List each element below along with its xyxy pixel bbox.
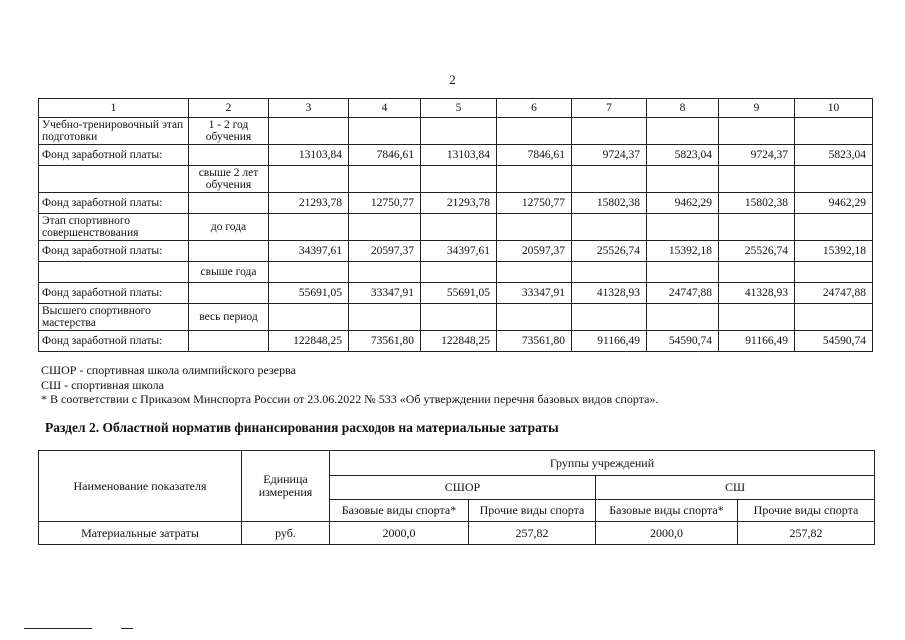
material-costs-table — [38, 450, 875, 545]
table-row — [39, 214, 873, 241]
cell-value: 12750,77 — [497, 193, 572, 214]
row-unit: руб. — [242, 522, 330, 545]
cell-value — [647, 214, 719, 241]
row-period: 1 - 2 год обучения — [189, 118, 269, 145]
cell-value — [647, 166, 719, 193]
column-header: 5 — [421, 99, 497, 118]
cell-value — [349, 262, 421, 283]
table-row — [39, 262, 873, 283]
cell-value: 34397,61 — [421, 241, 497, 262]
cell-value: 91166,49 — [572, 331, 647, 352]
cell-value: 5823,04 — [795, 145, 873, 166]
table-row — [39, 166, 873, 193]
cell-value: 24747,88 — [795, 283, 873, 304]
header-indicator: Наименование показателя — [39, 451, 242, 522]
table-row — [39, 193, 873, 214]
row-value: 2000,0 — [330, 522, 469, 545]
cell-value: 9724,37 — [719, 145, 795, 166]
cell-value — [719, 214, 795, 241]
cell-value — [795, 166, 873, 193]
cell-value — [795, 262, 873, 283]
cell-value — [497, 118, 572, 145]
row-period — [189, 241, 269, 262]
header-sshor-other: Прочие виды спорта — [469, 500, 596, 522]
cell-value — [349, 304, 421, 331]
cell-value — [421, 214, 497, 241]
cell-value: 15802,38 — [572, 193, 647, 214]
cell-value: 25526,74 — [719, 241, 795, 262]
cell-value: 13103,84 — [421, 145, 497, 166]
cell-value — [421, 262, 497, 283]
cell-value: 122848,25 — [421, 331, 497, 352]
cell-value — [497, 214, 572, 241]
row-period — [189, 283, 269, 304]
cell-value — [269, 118, 349, 145]
table-row — [39, 118, 873, 145]
cell-value: 9462,29 — [647, 193, 719, 214]
note-order: * В соответствии с Приказом Минспорта России от 23.06.2022 № 533 «Об утверждении перечня базовых видов спорта». — [41, 392, 659, 406]
cell-value: 20597,37 — [349, 241, 421, 262]
row-period — [189, 193, 269, 214]
cell-value — [719, 166, 795, 193]
row-period: до года — [189, 214, 269, 241]
row-period: весь период — [189, 304, 269, 331]
cell-value — [349, 166, 421, 193]
cell-value: 91166,49 — [719, 331, 795, 352]
row-label — [39, 166, 189, 193]
column-header: 4 — [349, 99, 421, 118]
row-label — [39, 262, 189, 283]
header-group-ssh: СШ — [596, 476, 875, 500]
row-value: 257,82 — [469, 522, 596, 545]
cell-value — [795, 304, 873, 331]
cell-value — [421, 166, 497, 193]
page-number: 2 — [449, 72, 456, 87]
column-header: 1 — [39, 99, 189, 118]
header-row — [39, 99, 873, 118]
cell-value: 41328,93 — [572, 283, 647, 304]
cell-value: 54590,74 — [647, 331, 719, 352]
cell-value: 25526,74 — [572, 241, 647, 262]
row-value: 2000,0 — [596, 522, 738, 545]
cell-value — [719, 118, 795, 145]
column-header: 8 — [647, 99, 719, 118]
cell-value: 34397,61 — [269, 241, 349, 262]
cell-value: 21293,78 — [421, 193, 497, 214]
abbreviation-notes — [41, 363, 658, 407]
cell-value — [572, 304, 647, 331]
table-row — [39, 331, 873, 352]
row-label: Фонд заработной платы: — [39, 145, 189, 166]
column-header: 7 — [572, 99, 647, 118]
cell-value: 33347,91 — [349, 283, 421, 304]
cell-value: 5823,04 — [647, 145, 719, 166]
cell-value — [269, 304, 349, 331]
cell-value: 13103,84 — [269, 145, 349, 166]
note-ssh: СШ - спортивная школа — [41, 377, 164, 392]
header-sshor-base: Базовые виды спорта* — [330, 500, 469, 522]
row-period — [189, 145, 269, 166]
cell-value — [572, 118, 647, 145]
header-ssh-other: Прочие виды спорта — [738, 500, 875, 522]
cell-value: 41328,93 — [719, 283, 795, 304]
column-header: 2 — [189, 99, 269, 118]
cell-value: 9724,37 — [572, 145, 647, 166]
table-row — [39, 304, 873, 331]
cell-value: 55691,05 — [421, 283, 497, 304]
cell-value — [269, 262, 349, 283]
row-label: Высшего спортивного мастерства — [39, 304, 189, 331]
cell-value — [349, 118, 421, 145]
header-group-sshor: СШОР — [330, 476, 596, 500]
cell-value: 15392,18 — [647, 241, 719, 262]
cell-value — [421, 118, 497, 145]
cell-value — [647, 118, 719, 145]
row-value: 257,82 — [738, 522, 875, 545]
cell-value — [269, 166, 349, 193]
cell-value: 73561,80 — [349, 331, 421, 352]
row-period: свыше 2 лет обучения — [189, 166, 269, 193]
cell-value — [497, 262, 572, 283]
table-row — [39, 145, 873, 166]
row-label: Фонд заработной платы: — [39, 331, 189, 352]
cell-value: 7846,61 — [349, 145, 421, 166]
cell-value — [497, 166, 572, 193]
column-header: 10 — [795, 99, 873, 118]
cell-value: 7846,61 — [497, 145, 572, 166]
header-institution-groups: Группы учреждений — [330, 451, 875, 476]
footer-dash — [121, 628, 133, 629]
cell-value: 20597,37 — [497, 241, 572, 262]
cell-value: 15802,38 — [719, 193, 795, 214]
row-label: Учебно-тренировочный этап подготовки — [39, 118, 189, 145]
cell-value — [795, 214, 873, 241]
cell-value — [795, 118, 873, 145]
cell-value — [572, 214, 647, 241]
table-row — [39, 283, 873, 304]
row-label: Этап спортивного совершенствования — [39, 214, 189, 241]
cell-value — [719, 304, 795, 331]
header-ssh-base: Базовые виды спорта* — [596, 500, 738, 522]
row-period: свыше года — [189, 262, 269, 283]
table-row — [39, 241, 873, 262]
cell-value — [421, 304, 497, 331]
row-label: Фонд заработной платы: — [39, 283, 189, 304]
salary-fund-table — [38, 98, 873, 352]
cell-value: 33347,91 — [497, 283, 572, 304]
cell-value: 55691,05 — [269, 283, 349, 304]
cell-value — [497, 304, 572, 331]
column-header: 9 — [719, 99, 795, 118]
cell-value — [572, 262, 647, 283]
cell-value: 54590,74 — [795, 331, 873, 352]
cell-value — [647, 304, 719, 331]
column-header: 6 — [497, 99, 572, 118]
cell-value: 122848,25 — [269, 331, 349, 352]
cell-value: 12750,77 — [349, 193, 421, 214]
cell-value — [647, 262, 719, 283]
cell-value: 15392,18 — [795, 241, 873, 262]
header-unit: Единица измерения — [242, 451, 330, 522]
cell-value — [572, 166, 647, 193]
column-header: 3 — [269, 99, 349, 118]
note-sshor: СШОР - спортивная школа олимпийского резерва — [41, 363, 296, 377]
row-name: Материальные затраты — [39, 522, 242, 545]
row-period — [189, 331, 269, 352]
cell-value: 73561,80 — [497, 331, 572, 352]
cell-value: 24747,88 — [647, 283, 719, 304]
cell-value — [349, 214, 421, 241]
cell-value: 9462,29 — [795, 193, 873, 214]
section-2-title: Раздел 2. Областной норматив финансирования расходов на материальные затраты — [45, 420, 559, 435]
cell-value — [719, 262, 795, 283]
row-label: Фонд заработной платы: — [39, 241, 189, 262]
row-label: Фонд заработной платы: — [39, 193, 189, 214]
cell-value: 21293,78 — [269, 193, 349, 214]
cell-value — [269, 214, 349, 241]
table-row — [39, 522, 875, 545]
footer-line — [24, 628, 92, 629]
